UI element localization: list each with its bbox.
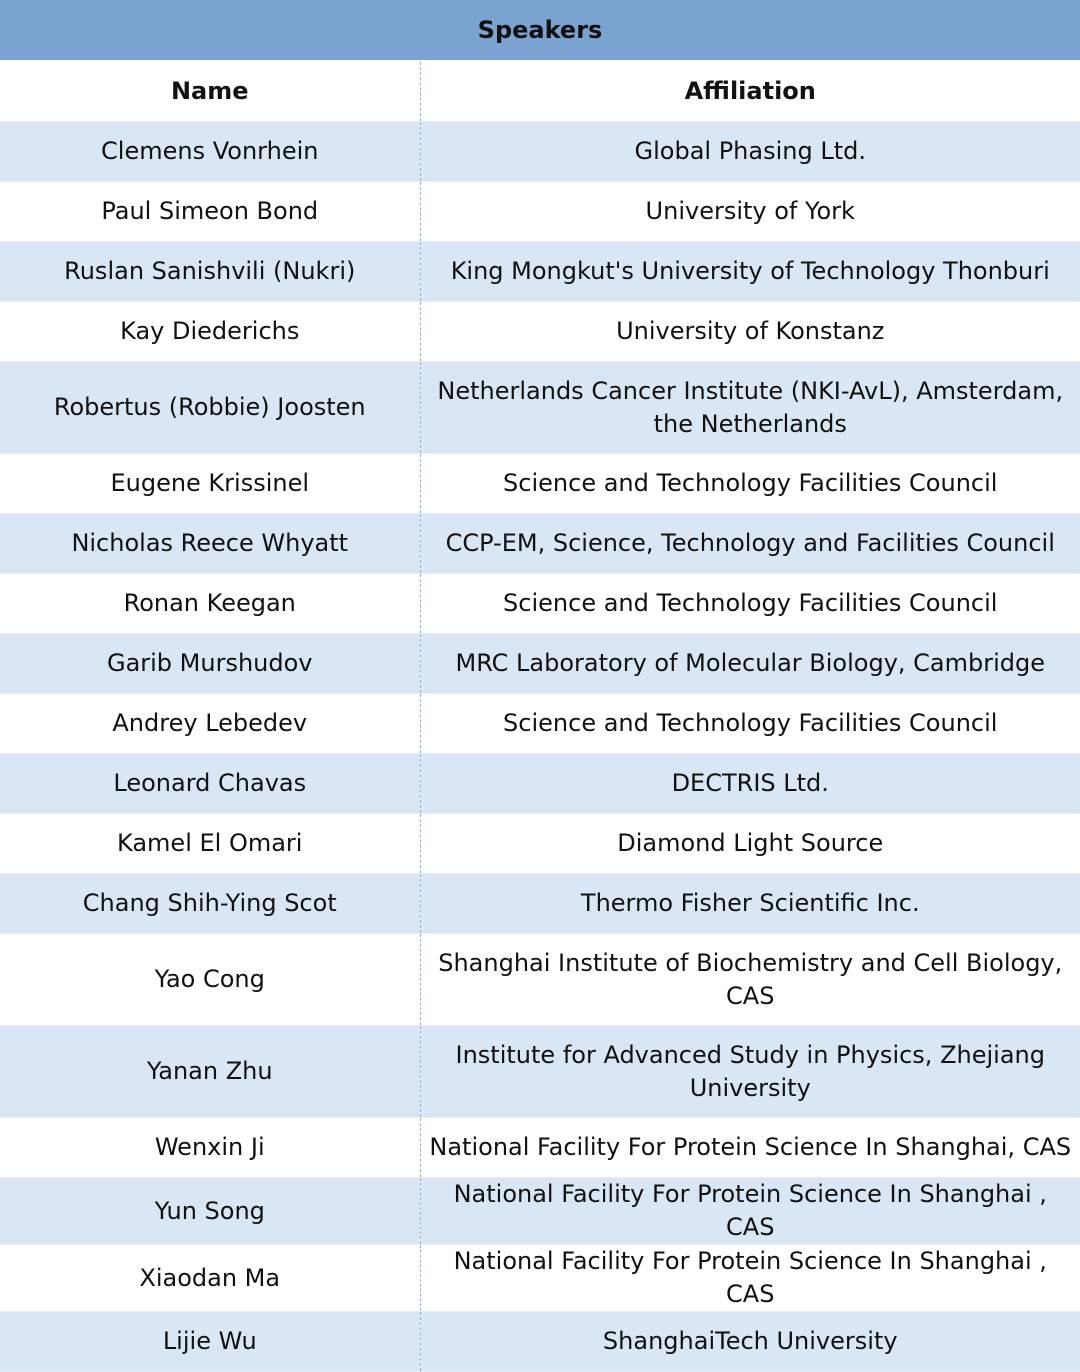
speaker-affiliation: MRC Laboratory of Molecular Biology, Cambridge [420,634,1080,694]
speaker-name: Garib Murshudov [0,634,420,694]
speaker-name: Nicholas Reece Whyatt [0,514,420,574]
speaker-affiliation: Netherlands Cancer Institute (NKI-AvL), Amsterdam, the Netherlands [420,362,1080,454]
speaker-affiliation: ShanghaiTech University [420,1312,1080,1372]
speaker-name: Clemens Vonrhein [0,122,420,182]
speaker-name: Andrey Lebedev [0,694,420,754]
speaker-affiliation: National Facility For Protein Science In Shanghai , CAS [420,1178,1080,1245]
table-row [0,634,1080,694]
speaker-name: Chang Shih-Ying Scot [0,874,420,934]
speaker-name: Eugene Krissinel [0,454,420,514]
speaker-name: Kay Diederichs [0,302,420,362]
speaker-affiliation: Institute for Advanced Study in Physics, Zhejiang University [420,1026,1080,1118]
speaker-name: Yun Song [0,1178,420,1245]
speaker-name: Yanan Zhu [0,1026,420,1118]
speaker-name: Lijie Wu [0,1312,420,1372]
speaker-affiliation: Diamond Light Source [420,814,1080,874]
table-row [0,514,1080,574]
speaker-name: Wenxin Ji [0,1118,420,1178]
speaker-name: Ronan Keegan [0,574,420,634]
speaker-affiliation: University of York [420,182,1080,242]
speaker-affiliation: Thermo Fisher Scientific Inc. [420,874,1080,934]
speaker-affiliation: Science and Technology Facilities Council [420,694,1080,754]
speaker-name: Paul Simeon Bond [0,182,420,242]
speaker-affiliation: Shanghai Institute of Biochemistry and Cell Biology, CAS [420,934,1080,1026]
table-row [0,1118,1080,1178]
speaker-affiliation: Science and Technology Facilities Council [420,574,1080,634]
table-row [0,1312,1080,1372]
table-header-row [0,61,1080,122]
table-row [0,1178,1080,1245]
speaker-affiliation: National Facility For Protein Science In Shanghai, CAS [420,1118,1080,1178]
affiliation-column-header: Affiliation [420,61,1080,122]
speaker-affiliation: National Facility For Protein Science In Shanghai , CAS [420,1245,1080,1312]
speaker-name: Robertus (Robbie) Joosten [0,362,420,454]
table-title-row [0,0,1080,61]
table-row [0,814,1080,874]
speaker-affiliation: CCP-EM, Science, Technology and Facilities Council [420,514,1080,574]
speaker-name: Leonard Chavas [0,754,420,814]
table-row [0,874,1080,934]
table-row [0,694,1080,754]
table-row [0,302,1080,362]
table-row [0,454,1080,514]
table-row [0,574,1080,634]
name-column-header: Name [0,61,420,122]
speaker-name: Kamel El Omari [0,814,420,874]
speaker-name: Xiaodan Ma [0,1245,420,1312]
table-row [0,934,1080,1026]
table-row [0,242,1080,302]
speaker-name: Ruslan Sanishvili (Nukri) [0,242,420,302]
table-row [0,182,1080,242]
speaker-affiliation: Science and Technology Facilities Council [420,454,1080,514]
table-row [0,1245,1080,1312]
speaker-affiliation: DECTRIS Ltd. [420,754,1080,814]
table-row [0,362,1080,454]
table-row [0,1026,1080,1118]
table-title: Speakers [0,0,1080,61]
table-row [0,754,1080,814]
speaker-affiliation: Global Phasing Ltd. [420,122,1080,182]
speaker-name: Yao Cong [0,934,420,1026]
table-row [0,122,1080,182]
speaker-affiliation: King Mongkut's University of Technology Thonburi [420,242,1080,302]
speaker-affiliation: University of Konstanz [420,302,1080,362]
